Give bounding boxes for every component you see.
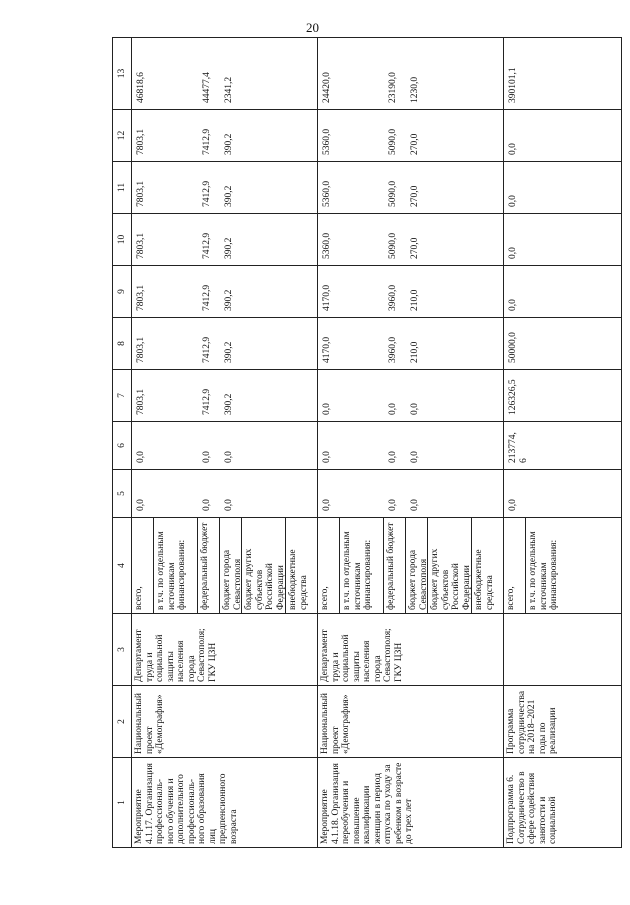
value-city: 0,0 — [410, 403, 420, 415]
value-col-8 — [504, 318, 622, 370]
value-city: 390,2 — [224, 185, 234, 207]
value-all: 0,0 — [136, 451, 146, 463]
value-city: 390,2 — [224, 237, 234, 259]
financing-table — [112, 37, 622, 848]
value-col-5 — [132, 470, 318, 518]
value-col-11 — [504, 162, 622, 214]
value-all: 0,0 — [322, 499, 332, 511]
value-all: 7803,1 — [136, 180, 146, 207]
project-name: Национальный проект «Демография» — [318, 686, 504, 758]
header-cell: 7 — [113, 370, 132, 422]
value-city: 0,0 — [410, 499, 420, 511]
source-extrabudgetary: внебюджетные средства — [474, 549, 495, 610]
value-all: 5360,0 — [322, 232, 332, 259]
value-col-7 — [132, 370, 318, 422]
value-federal: 0,0 — [388, 403, 398, 415]
measure-name: Мероприятие 4.1.18. Организация переобучения и повышение квалификации женщин в период отпуска по уходу за ребенком в возрасте до трех лет — [318, 758, 504, 848]
value-city: 2341,2 — [224, 76, 234, 103]
source-other-regions: бюджет других субъектов Российской Федерации — [428, 518, 472, 613]
rotated-table-wrapper — [112, 38, 630, 848]
value-all: 0,0 — [508, 143, 518, 155]
value-all: 390101,1 — [508, 67, 518, 103]
value-city: 1230,0 — [410, 76, 420, 103]
source-all: всего, — [504, 518, 526, 613]
value-col-9 — [318, 266, 504, 318]
header-cell: 11 — [113, 162, 132, 214]
value-col-12 — [318, 110, 504, 162]
value-col-11 — [318, 162, 504, 214]
value-col-8 — [132, 318, 318, 370]
value-all: 7803,1 — [136, 284, 146, 311]
value-federal: 3960,0 — [388, 284, 398, 311]
value-city: 270,0 — [410, 185, 420, 207]
header-cell: 8 — [113, 318, 132, 370]
header-cell: 3 — [113, 614, 132, 686]
value-col-7 — [318, 370, 504, 422]
value-col-12 — [504, 110, 622, 162]
value-all: 0,0 — [322, 451, 332, 463]
value-col-8 — [318, 318, 504, 370]
value-city: 390,2 — [224, 393, 234, 415]
header-cell: 9 — [113, 266, 132, 318]
measure-name: Подпрограмма 6. Сотрудничество в сфере содействия занятости и социальной — [504, 758, 622, 848]
source-incl: в т.ч. по отдельным источникам финансирования: — [340, 518, 384, 613]
table-row — [132, 38, 318, 848]
source-all: всего, — [318, 518, 340, 613]
source-other-regions: бюджет других субъектов Российской Федерации — [242, 518, 286, 613]
header-cell: 6 — [113, 422, 132, 470]
header-cell: 12 — [113, 110, 132, 162]
value-federal: 0,0 — [202, 451, 212, 463]
value-all: 5360,0 — [322, 180, 332, 207]
value-col-6 — [132, 422, 318, 470]
value-col-13 — [504, 38, 622, 110]
table-row — [504, 38, 622, 848]
value-col-13 — [132, 38, 318, 110]
value-col-10 — [504, 214, 622, 266]
measure-name: Мероприятие 4.1.17. Организация профессиональ-ного обучения и дополнительного профессиональ-ного образования лиц предпенсионного возраста — [132, 758, 318, 848]
value-federal: 7412,9 — [202, 336, 212, 363]
source-city: бюджет города Севастополя — [220, 518, 242, 613]
value-city: 390,2 — [224, 289, 234, 311]
value-all: 7803,1 — [136, 388, 146, 415]
value-all: 4170,0 — [322, 284, 332, 311]
header-cell: 4 — [113, 518, 132, 614]
value-col-7 — [504, 370, 622, 422]
funding-sources — [504, 518, 622, 614]
value-col-9 — [132, 266, 318, 318]
executor: Департамент труда и социальной защиты населения города Севастополя; ГКУ ЦЗН — [318, 614, 504, 686]
project-name: Национальный проект «Демография» — [132, 686, 318, 758]
value-federal: 0,0 — [388, 451, 398, 463]
value-federal: 7412,9 — [202, 128, 212, 155]
value-city: 0,0 — [224, 451, 234, 463]
value-all: 7803,1 — [136, 232, 146, 259]
source-federal: федеральный бюджет — [384, 518, 406, 613]
page-number: 20 — [306, 20, 319, 35]
project-name: Программа сотрудничества на 2018–2021 годы по реализации — [504, 686, 622, 758]
header-cell: 13 — [113, 38, 132, 110]
value-all: 0,0 — [508, 499, 518, 511]
value-col-10 — [132, 214, 318, 266]
value-all: 5360,0 — [322, 128, 332, 155]
value-col-11 — [132, 162, 318, 214]
value-col-12 — [132, 110, 318, 162]
value-federal: 5090,0 — [388, 128, 398, 155]
value-city: 210,0 — [410, 341, 420, 363]
value-all: 24420,0 — [322, 72, 332, 103]
header-row — [113, 38, 132, 848]
source-city: бюджет города Севастополя — [406, 518, 428, 613]
value-all: 4170,0 — [322, 336, 332, 363]
value-col-10 — [318, 214, 504, 266]
header-cell: 2 — [113, 686, 132, 758]
value-all: 50000,0 — [508, 332, 518, 363]
executor — [504, 614, 622, 686]
funding-sources — [318, 518, 504, 614]
value-city: 0,0 — [410, 451, 420, 463]
funding-sources — [132, 518, 318, 614]
header-cell: 5 — [113, 470, 132, 518]
source-extrabudgetary: внебюджетные средства — [288, 549, 309, 610]
value-city: 0,0 — [224, 499, 234, 511]
value-all: 126326,5 — [508, 379, 518, 415]
source-all: всего, — [132, 518, 154, 613]
value-federal: 0,0 — [202, 499, 212, 511]
value-col-13 — [318, 38, 504, 110]
value-col-6 — [318, 422, 504, 470]
value-city: 390,2 — [224, 133, 234, 155]
value-all: 7803,1 — [136, 128, 146, 155]
value-all: 0,0 — [508, 247, 518, 259]
value-federal: 5090,0 — [388, 180, 398, 207]
value-federal: 7412,9 — [202, 180, 212, 207]
value-federal: 7412,9 — [202, 232, 212, 259]
source-federal: федеральный бюджет — [198, 518, 220, 613]
value-col-5 — [318, 470, 504, 518]
value-city: 390,2 — [224, 341, 234, 363]
value-all: 0,0 — [136, 499, 146, 511]
value-federal: 5090,0 — [388, 232, 398, 259]
value-federal: 7412,9 — [202, 284, 212, 311]
value-all: 0,0 — [322, 403, 332, 415]
value-all: 0,0 — [508, 195, 518, 207]
value-city: 210,0 — [410, 289, 420, 311]
source-incl: в т.ч. по отдельным источникам финансирования: — [528, 531, 559, 610]
executor: Департамент труда и социальной защиты населения города Севастополя; ГКУ ЦЗН — [132, 614, 318, 686]
value-federal: 23190,0 — [388, 72, 398, 103]
value-all: 213774,6 — [508, 432, 529, 463]
value-col-6 — [504, 422, 622, 470]
value-col-9 — [504, 266, 622, 318]
value-federal: 3960,0 — [388, 336, 398, 363]
value-all: 0,0 — [508, 299, 518, 311]
value-city: 270,0 — [410, 133, 420, 155]
header-cell: 10 — [113, 214, 132, 266]
value-all: 7803,1 — [136, 336, 146, 363]
value-federal: 44477,4 — [202, 72, 212, 103]
value-col-5 — [504, 470, 622, 518]
table-row — [318, 38, 504, 848]
value-federal: 0,0 — [388, 499, 398, 511]
value-city: 270,0 — [410, 237, 420, 259]
header-cell: 1 — [113, 758, 132, 848]
value-federal: 7412,9 — [202, 388, 212, 415]
value-all: 46818,6 — [136, 72, 146, 103]
source-incl: в т.ч. по отдельным источникам финансирования: — [154, 518, 198, 613]
